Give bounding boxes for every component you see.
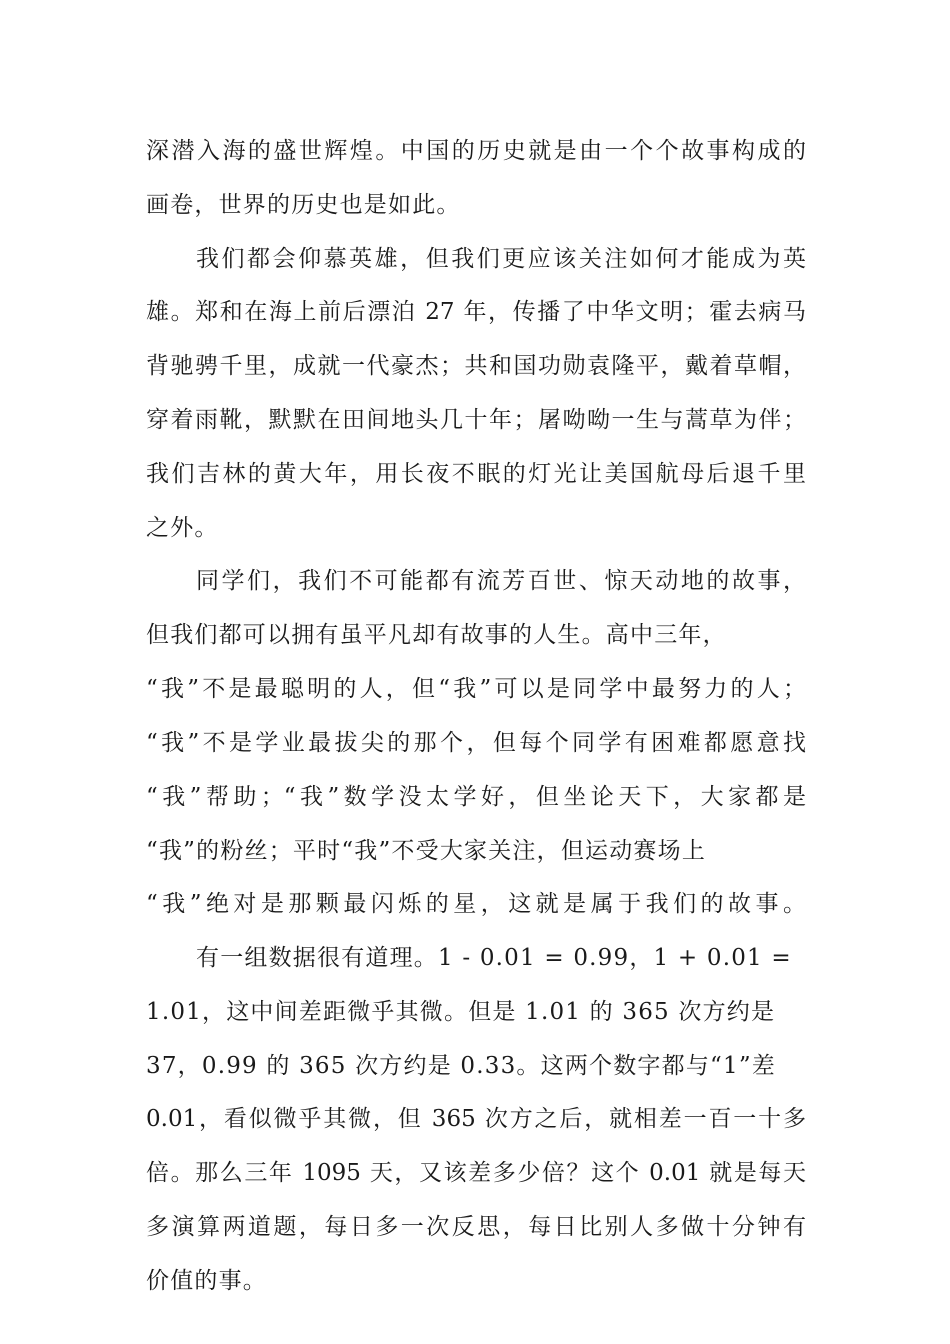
- text-line: “我”绝对是那颗最闪烁的星，这就是属于我们的故事。: [146, 891, 806, 917]
- text-line: “我”不是最聪明的人，但“我”可以是同学中最努力的人；: [146, 676, 806, 702]
- text-line: 背驰骋千里，成就一代豪杰；共和国功勋袁隆平，戴着草帽，: [146, 353, 806, 379]
- text-line: 同学们，我们不可能都有流芳百世、惊天动地的故事，: [196, 568, 806, 594]
- text-line: 有一组数据很有道理。1 - 0.01 = 0.99，1 + 0.01 =: [196, 945, 792, 971]
- text-line: 多演算两道题，每日多一次反思，每日比别人多做十分钟有: [146, 1214, 806, 1240]
- text-line: 0.01，看似微乎其微，但 365 次方之后，就相差一百一十多: [146, 1106, 806, 1132]
- text-line: 穿着雨靴，默默在田间地头几十年；屠呦呦一生与蒿草为伴；: [146, 407, 806, 433]
- text-line: 我们都会仰慕英雄，但我们更应该关注如何才能成为英: [196, 246, 806, 272]
- text-line: 价值的事。: [146, 1268, 267, 1294]
- text-line: “我”的粉丝；平时“我”不受大家关注，但运动赛场上: [146, 838, 707, 864]
- text-line: 之外。: [146, 515, 219, 541]
- text-line: 1.01，这中间差距微乎其微。但是 1.01 的 365 次方约是: [146, 999, 776, 1025]
- text-line: 雄。郑和在海上前后漂泊 27 年，传播了中华文明；霍去病马: [146, 299, 806, 325]
- text-line: “我”帮助；“我”数学没太学好，但坐论天下，大家都是: [146, 784, 806, 810]
- text-line: 但我们都可以拥有虽平凡却有故事的人生。高中三年，: [146, 622, 727, 648]
- text-line: “我”不是学业最拔尖的那个，但每个同学有困难都愿意找: [146, 730, 806, 756]
- text-line: 37，0.99 的 365 次方约是 0.33。这两个数字都与“1”差: [146, 1053, 776, 1079]
- text-line: 深潜入海的盛世辉煌。中国的历史就是由一个个故事构成的: [146, 138, 806, 164]
- text-line: 我们吉林的黄大年，用长夜不眠的灯光让美国航母后退千里: [146, 461, 806, 487]
- text-line: 画卷，世界的历史也是如此。: [146, 192, 461, 218]
- text-line: 倍。那么三年 1095 天，又该差多少倍？这个 0.01 就是每天: [146, 1160, 806, 1186]
